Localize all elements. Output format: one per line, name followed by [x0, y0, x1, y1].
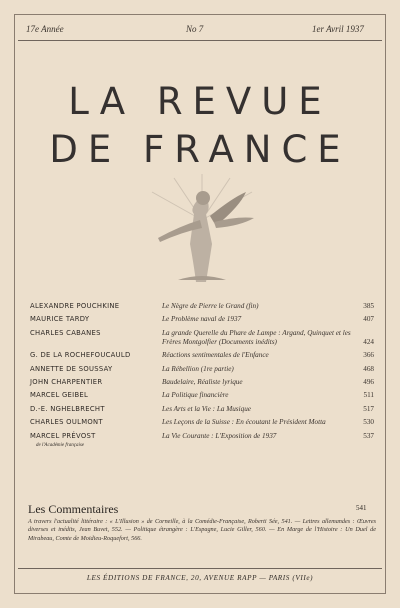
toc-page: 496 — [363, 377, 374, 386]
toc-page: 530 — [363, 418, 374, 427]
bottom-rule — [18, 568, 382, 569]
toc-title: Baudelaire, Réaliste lyrique — [162, 377, 243, 386]
toc-author: CHARLES OULMONT — [30, 418, 103, 427]
toc-author: ALEXANDRE POUCHKINE — [30, 302, 120, 310]
toc-title: Réactions sentimentales de l'Enfance — [162, 351, 269, 360]
toc-author: D.-E. NGHELBRECHT — [30, 404, 105, 413]
toc-title: Les Arts et la Vie : La Musique — [162, 404, 251, 413]
toc-author: JOHN CHARPENTIER — [30, 377, 103, 386]
year-label: 17e Année — [26, 24, 64, 34]
issue-date: 1er Avril 1937 — [312, 24, 364, 34]
toc-author-affiliation: de l'Académie française — [36, 442, 84, 448]
commentaires-text: A travers l'actualité littéraire : « L'Illusion » de Corneille, à la Comédie-Française, Roberti Sée, 541. — Lettres allemandes : Œuvres diverses et inédits, Jean Buvet, 552. — Politique étrangère : L'Espagne, Lucie Giller, 560. — En Marge de l'Histoire : Un Duel de Mirabeau, Comte de Moidieu-Roquefort, 566. — [28, 518, 376, 542]
toc-author-name: MARCEL PRÉVOST — [30, 431, 96, 440]
toc-row — [30, 365, 374, 374]
toc-row — [30, 378, 374, 387]
toc-page: 407 — [363, 315, 374, 324]
commentaires-heading: Les Commentaires — [28, 502, 119, 516]
top-rule — [18, 40, 382, 41]
masthead-line-2: DE FRANCE — [49, 128, 351, 171]
toc-title: Le Nègre de Pierre le Grand (fin) — [162, 302, 259, 310]
table-of-contents — [30, 302, 374, 454]
toc-title: La Vie Courante : L'Exposition de 1937 — [162, 431, 277, 440]
toc-author: G. DE LA ROCHEFOUCAULD — [30, 351, 131, 360]
toc-row — [30, 329, 374, 347]
toc-author: CHARLES CABANES — [30, 328, 101, 337]
publisher-line: LES ÉDITIONS DE FRANCE, 20, AVENUE RAPP — PARIS (VIIe) — [86, 574, 314, 582]
masthead-line-1: LA REVUE — [68, 80, 332, 123]
toc-title: Le Problème naval de 1937 — [162, 315, 242, 324]
toc-row — [30, 315, 374, 324]
toc-page: 537 — [363, 431, 374, 440]
toc-author: MAURICE TARDY — [30, 315, 90, 324]
toc-row — [30, 391, 374, 400]
toc-page: 366 — [363, 351, 374, 360]
toc-page: 424 — [363, 337, 374, 346]
issue-number: No 7 — [186, 24, 204, 34]
toc-row — [30, 302, 374, 311]
toc-row — [30, 351, 374, 360]
toc-row — [30, 432, 374, 450]
toc-page: 511 — [363, 391, 374, 400]
sower-illustration — [118, 172, 286, 282]
toc-page: 517 — [363, 404, 374, 413]
toc-title: La Politique financière — [162, 391, 229, 400]
commentaires-page: 541 — [356, 504, 367, 512]
toc-row — [30, 418, 374, 427]
toc-title: Les Leçons de la Suisse : En écoutant le Président Motta — [162, 418, 326, 427]
toc-page: 468 — [363, 364, 374, 373]
toc-author — [30, 432, 162, 450]
toc-author: MARCEL GEIBEL — [30, 391, 89, 400]
toc-page: 385 — [363, 302, 374, 310]
toc-title: La grande Querelle du Phare de Lampe : Argand, Quinquet et les Frères Montgolfier (Documents inédits) — [162, 328, 351, 346]
toc-title: La Rébellion (1re partie) — [162, 364, 234, 373]
toc-row — [30, 405, 374, 414]
toc-author: ANNETTE DE SOUSSAY — [30, 364, 113, 373]
